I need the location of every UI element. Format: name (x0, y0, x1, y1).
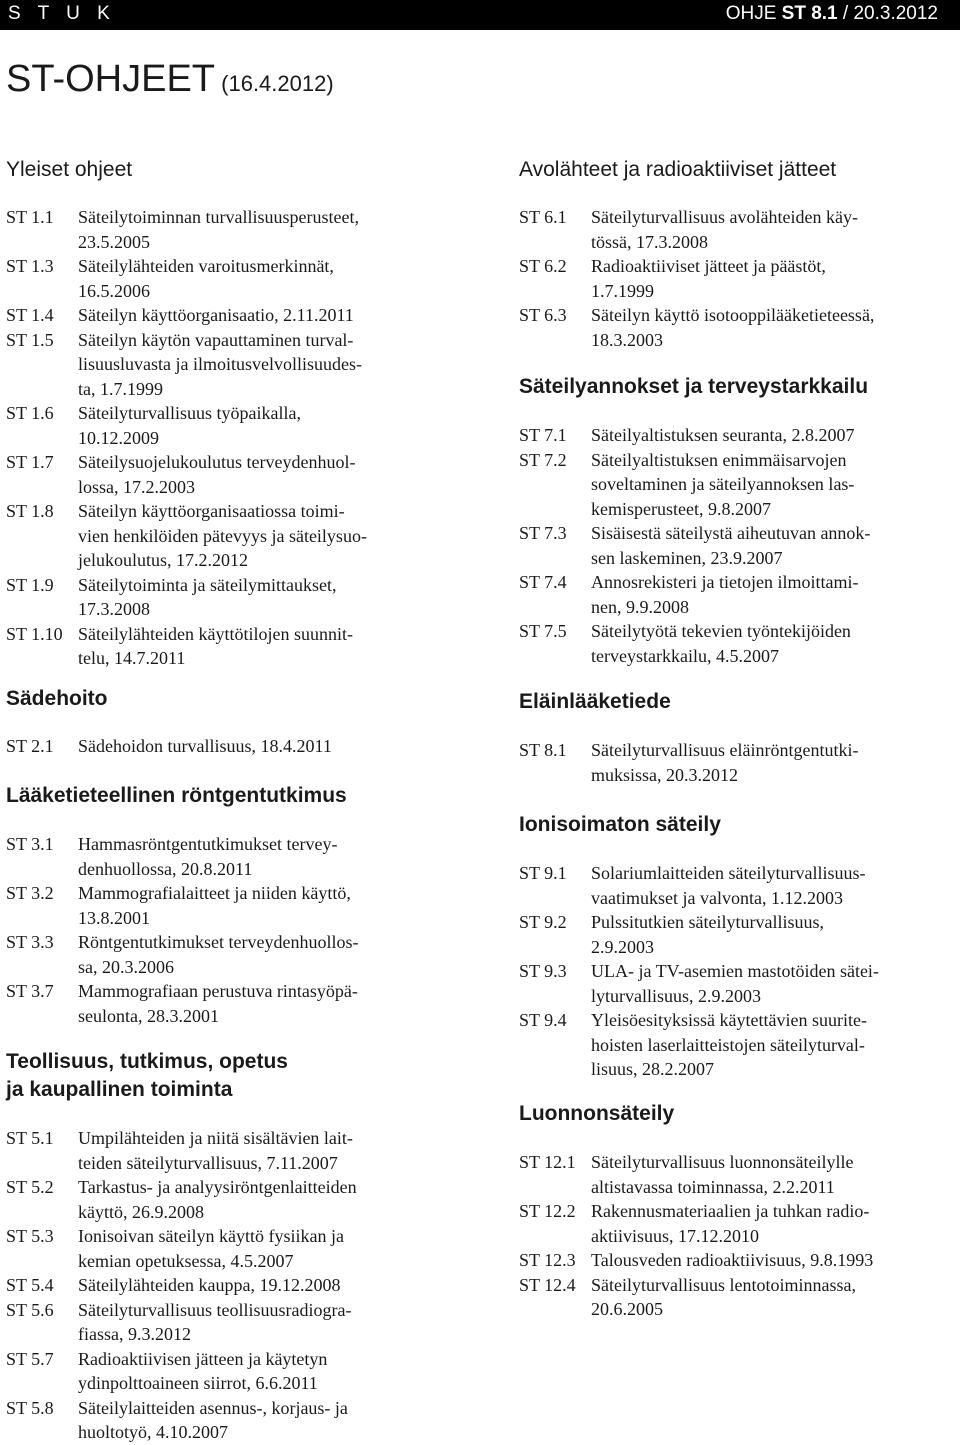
guide-entry-code: ST 1.4 (6, 305, 54, 325)
guide-entry-code: ST 8.1 (519, 740, 567, 760)
guide-entry (519, 423, 959, 448)
guide-entry-text: ydinpolttoaineen siirrot, 6.6.2011 (78, 1373, 318, 1393)
section-heading (519, 156, 836, 184)
guide-entry-code: ST 6.2 (519, 256, 567, 276)
section-heading-line: ja kaupallinen toiminta (6, 1078, 233, 1101)
guide-entry (6, 881, 486, 930)
guide-entry (6, 303, 486, 328)
guide-entry (519, 738, 959, 787)
guide-date: / 20.3.2012 (837, 3, 938, 24)
guide-entry-text: ta, 1.7.1999 (78, 378, 163, 399)
guide-entry-code: ST 1.1 (6, 207, 54, 227)
guide-entry-text: Annosrekisteri ja tietojen ilmoittami- (591, 572, 859, 592)
guide-entry (519, 619, 959, 668)
guide-entry-text: Säteilyturvallisuus teollisuusradiogra- (78, 1299, 352, 1320)
guide-entry-text: Säteilyturvallisuus lentotoiminnassa, (591, 1274, 856, 1295)
guide-entry-code: ST 5.4 (6, 1275, 54, 1295)
guide-entry-text: nen, 9.9.2008 (591, 596, 689, 617)
guide-entry (519, 861, 959, 910)
guide-entry-code: ST 12.3 (519, 1250, 576, 1270)
guide-entry-code: ST 1.9 (6, 574, 54, 595)
guide-entry-code: ST 1.10 (6, 623, 63, 644)
guide-entry-code: ST 3.1 (6, 834, 54, 854)
section-heading (519, 373, 868, 401)
guide-entry (6, 450, 486, 499)
guide-entry-text: Säteilyaltistuksen seuranta, 2.8.2007 (591, 425, 855, 445)
guide-entry (6, 979, 486, 1028)
guide-entry (519, 910, 959, 959)
section-heading (519, 688, 671, 716)
guide-entry-text: 17.3.2008 (78, 599, 150, 619)
guide-entry-text: vien henkilöiden pätevyys ja säteilysuo- (78, 525, 367, 546)
guide-entry-text: Säteilyaltistuksen enimmäisarvojen (591, 449, 847, 470)
guide-entry-code: ST 6.3 (519, 305, 567, 325)
guide-reference (726, 3, 938, 25)
section-heading-line: Lääketieteellinen röntgentutkimus (6, 784, 347, 807)
guide-entry-text: denhuollossa, 20.8.2011 (78, 858, 253, 879)
guide-entry-text: Säteilyturvallisuus avolähteiden käy- (591, 207, 858, 227)
guide-entry-text: Umpilähteiden ja niitä sisältävien lait- (78, 1128, 353, 1148)
guide-entry-text: Säteilyn käyttöorganisaatiossa toimi- (78, 501, 345, 521)
guide-entry-text: 20.6.2005 (591, 1299, 663, 1319)
guide-entry-text: Sisäisestä säteilystä aiheutuvan annok- (591, 523, 871, 543)
guide-entry-text: Säteilyn käyttö isotooppilääketieteessä, (591, 305, 875, 325)
guide-entry-text: 23.5.2005 (78, 231, 150, 252)
guide-entry-code: ST 9.1 (519, 863, 567, 883)
section-heading (519, 1100, 674, 1128)
stuk-label: S T U K (8, 3, 116, 24)
guide-entry (6, 1396, 486, 1445)
guide-entry-text: fiassa, 9.3.2012 (78, 1324, 191, 1344)
guide-entry (519, 254, 959, 303)
guide-entry-code: ST 7.4 (519, 572, 567, 592)
guide-entry-code: ST 12.4 (519, 1274, 576, 1295)
guide-entry-text: Säteilyturvallisuus luonnonsäteilylle (591, 1152, 854, 1172)
guide-entry (6, 622, 486, 671)
section-heading-line: Luonnonsäteily (519, 1102, 675, 1125)
section-heading (6, 782, 347, 810)
guide-entry-text: Mammografialaitteet ja niiden käyttö, (78, 883, 351, 903)
guide-entry-text: Sädehoidon turvallisuus, 18.4.2011 (78, 736, 332, 756)
guide-entry-code: ST 5.1 (6, 1128, 54, 1148)
guide-entry (519, 1248, 959, 1273)
guide-entry (6, 1298, 486, 1347)
guide-entry-code: ST 9.4 (519, 1010, 567, 1030)
guide-entry-code: ST 1.7 (6, 452, 54, 472)
guide-entry-text: huoltotyö, 4.10.2007 (78, 1422, 229, 1442)
guide-entry-code: ST 5.3 (6, 1226, 54, 1246)
guide-entry-code: ST 12.2 (519, 1201, 576, 1221)
section-heading-line: Yleiset ohjeet (6, 158, 133, 181)
guide-entry-text: Radioaktiiviset jätteet ja päästöt, (591, 256, 826, 276)
guide-entry-text: terveystarkkailu, 4.5.2007 (591, 645, 779, 666)
guide-entry-text: Pulssitutkien säteilyturvallisuus, (591, 912, 824, 932)
guide-entry-text: muksissa, 20.3.2012 (591, 764, 739, 785)
guide-entry-text: Säteilylähteiden varoitusmerkinnät, (78, 256, 334, 276)
guide-entry-code: ST 1.8 (6, 501, 54, 521)
top-bar (0, 0, 960, 30)
guide-entry-text: Säteilyn käytön vapauttaminen turval- (78, 329, 354, 350)
guide-entry-text: ULA- ja TV-asemien mastotöiden sätei- (591, 961, 879, 981)
guide-entry-text: vaatimukset ja valvonta, 1.12.2003 (591, 887, 843, 908)
guide-entry-code: ST 6.1 (519, 207, 567, 227)
guide-entry-text: lossa, 17.2.2003 (78, 476, 195, 497)
guide-prefix: OHJE (725, 3, 782, 24)
guide-entry-code: ST 7.5 (519, 621, 567, 641)
guide-entry-text: sen laskeminen, 23.9.2007 (591, 547, 783, 568)
guide-entry-text: Säteilysuojelukoulutus terveydenhuol- (78, 452, 356, 472)
guide-entry-text: telu, 14.7.2011 (78, 648, 186, 668)
guide-entry-text: kemisperusteet, 9.8.2007 (591, 498, 771, 519)
guide-entry (6, 832, 486, 881)
guide-entry (519, 1199, 959, 1248)
guide-entry-text: Säteilytyötä tekevien työntekijöiden (591, 621, 851, 641)
guide-entry (519, 1150, 959, 1199)
guide-entry (519, 959, 959, 1008)
guide-entry-text: seulonta, 28.3.2001 (78, 1005, 219, 1026)
guide-entry-code: ST 5.7 (6, 1348, 54, 1369)
guide-entry-text: Ionisoivan säteilyn käyttö fysiikan ja (78, 1226, 344, 1246)
guide-entry (6, 401, 486, 450)
guide-entry-text: Säteilyturvallisuus eläinröntgentutki- (591, 740, 859, 760)
guide-entry (519, 570, 959, 619)
section-heading-line: Avolähteet ja radioaktiiviset jätteet (519, 158, 837, 181)
guide-entry-code: ST 9.2 (519, 912, 567, 932)
guide-entry (6, 1347, 486, 1396)
guide-entry-text: Radioaktiivisen jätteen ja käytetyn (78, 1348, 328, 1369)
guide-entry-text: käyttö, 26.9.2008 (78, 1201, 204, 1222)
guide-entry-text: Rakennusmateriaalien ja tuhkan radio- (591, 1201, 870, 1221)
guide-entry (519, 303, 959, 352)
guide-entry-code: ST 2.1 (6, 736, 54, 756)
guide-entry-text: 2.9.2003 (591, 936, 654, 957)
guide-entry (6, 205, 486, 254)
guide-entry-code: ST 1.5 (6, 329, 54, 350)
guide-entry (6, 1273, 486, 1298)
page-title-date: (16.4.2012) (215, 71, 334, 96)
guide-entry (519, 1273, 959, 1322)
guide-entry-text: aktiivisuus, 17.12.2010 (591, 1225, 760, 1246)
guide-entry-code: ST 3.7 (6, 981, 54, 1001)
guide-entry-text: Röntgentutkimukset terveydenhuollos- (78, 932, 359, 952)
section-heading-line: Eläinlääketiede (519, 690, 671, 713)
guide-entry (6, 328, 486, 402)
guide-entry-code: ST 7.1 (519, 425, 567, 445)
guide-entry (519, 1008, 959, 1082)
guide-entry (6, 499, 486, 573)
guide-entry (6, 734, 486, 759)
guide-entry-text: kemian opetuksessa, 4.5.2007 (78, 1250, 294, 1271)
guide-entry-code: ST 3.3 (6, 932, 54, 952)
guide-entry-code: ST 3.2 (6, 883, 54, 903)
guide-entry (519, 521, 959, 570)
guide-entry-text: sa, 20.3.2006 (78, 956, 174, 977)
guide-entry-code: ST 5.6 (6, 1299, 54, 1320)
guide-entry-code: ST 1.6 (6, 403, 54, 423)
guide-entry-text: 16.5.2006 (78, 280, 150, 301)
guide-entry (519, 205, 959, 254)
section-heading (6, 685, 108, 713)
guide-entry-text: Säteilyturvallisuus työpaikalla, (78, 403, 301, 423)
guide-entry-code: ST 1.3 (6, 256, 54, 276)
guide-entry-text: Talousveden radioaktiivisuus, 9.8.1993 (591, 1250, 874, 1270)
guide-entry-text: Yleisöesityksissä käytettävien suurite- (591, 1010, 867, 1030)
guide-entry-text: Tarkastus- ja analyysiröntgenlaitteiden (78, 1177, 357, 1197)
guide-entry-text: jelukoulutus, 17.2.2012 (78, 550, 248, 570)
guide-entry-text: 18.3.2003 (591, 329, 663, 350)
guide-entry-text: lisuus, 28.2.2007 (591, 1059, 715, 1079)
section-heading-line: Säteilyannokset ja terveystarkkailu (519, 375, 869, 398)
guide-entry (6, 1126, 486, 1175)
guide-entry (6, 254, 486, 303)
guide-code: ST 8.1 (781, 3, 838, 24)
section-heading (6, 156, 132, 184)
guide-entry-text: lisuusluvasta ja ilmoitusvelvollisuudes- (78, 354, 362, 374)
guide-entry (6, 930, 486, 979)
section-heading (519, 811, 721, 839)
section-heading-line: Teollisuus, tutkimus, opetus (6, 1050, 288, 1073)
guide-entry-text: altistavassa toiminnassa, 2.2.2011 (591, 1176, 835, 1197)
guide-entry (519, 448, 959, 522)
guide-entry-code: ST 9.3 (519, 961, 567, 981)
guide-entry-text: Säteilylähteiden kauppa, 19.12.2008 (78, 1275, 341, 1295)
guide-entry-text: Säteilyn käyttöorganisaatio, 2.11.2011 (78, 305, 354, 325)
guide-entry-text: soveltaminen ja säteilyannoksen las- (591, 474, 855, 494)
guide-entry-text: teiden säteilyturvallisuus, 7.11.2007 (78, 1152, 338, 1173)
section-heading-line: Sädehoito (6, 687, 108, 710)
guide-entry-text: 10.12.2009 (78, 427, 159, 448)
guide-entry-text: Säteilytoiminta ja säteilymittaukset, (78, 574, 337, 595)
guide-entry-text: Säteilylaitteiden asennus-, korjaus- ja (78, 1397, 348, 1418)
guide-entry (6, 573, 486, 622)
section-heading (6, 1048, 288, 1104)
guide-entry (6, 1224, 486, 1273)
page-title (6, 58, 334, 101)
guide-entry-text: 13.8.2001 (78, 907, 150, 928)
guide-entry-text: Säteilylähteiden käyttötilojen suunnit- (78, 623, 353, 644)
guide-entry-text: Säteilytoiminnan turvallisuusperusteet, (78, 207, 359, 227)
section-heading-line: Ionisoimaton säteily (519, 813, 721, 836)
guide-entry-text: Solariumlaitteiden säteilyturvallisuus- (591, 863, 866, 883)
guide-entry-text: 1.7.1999 (591, 280, 654, 301)
guide-entry-code: ST 7.2 (519, 449, 567, 470)
guide-entry-text: tössä, 17.3.2008 (591, 231, 708, 252)
guide-entry-code: ST 7.3 (519, 523, 567, 543)
guide-entry-code: ST 12.1 (519, 1152, 576, 1172)
guide-entry-text: lyturvallisuus, 2.9.2003 (591, 985, 761, 1006)
guide-entry (6, 1175, 486, 1224)
page-title-main: ST-OHJEET (6, 58, 216, 100)
guide-entry-text: hoisten laserlaitteistojen säteilyturval- (591, 1034, 865, 1055)
guide-entry-text: Hammasröntgentutkimukset tervey- (78, 834, 338, 854)
guide-entry-code: ST 5.8 (6, 1397, 54, 1418)
guide-entry-code: ST 5.2 (6, 1177, 54, 1197)
guide-entry-text: Mammografiaan perustuva rintasyöpä- (78, 981, 358, 1001)
